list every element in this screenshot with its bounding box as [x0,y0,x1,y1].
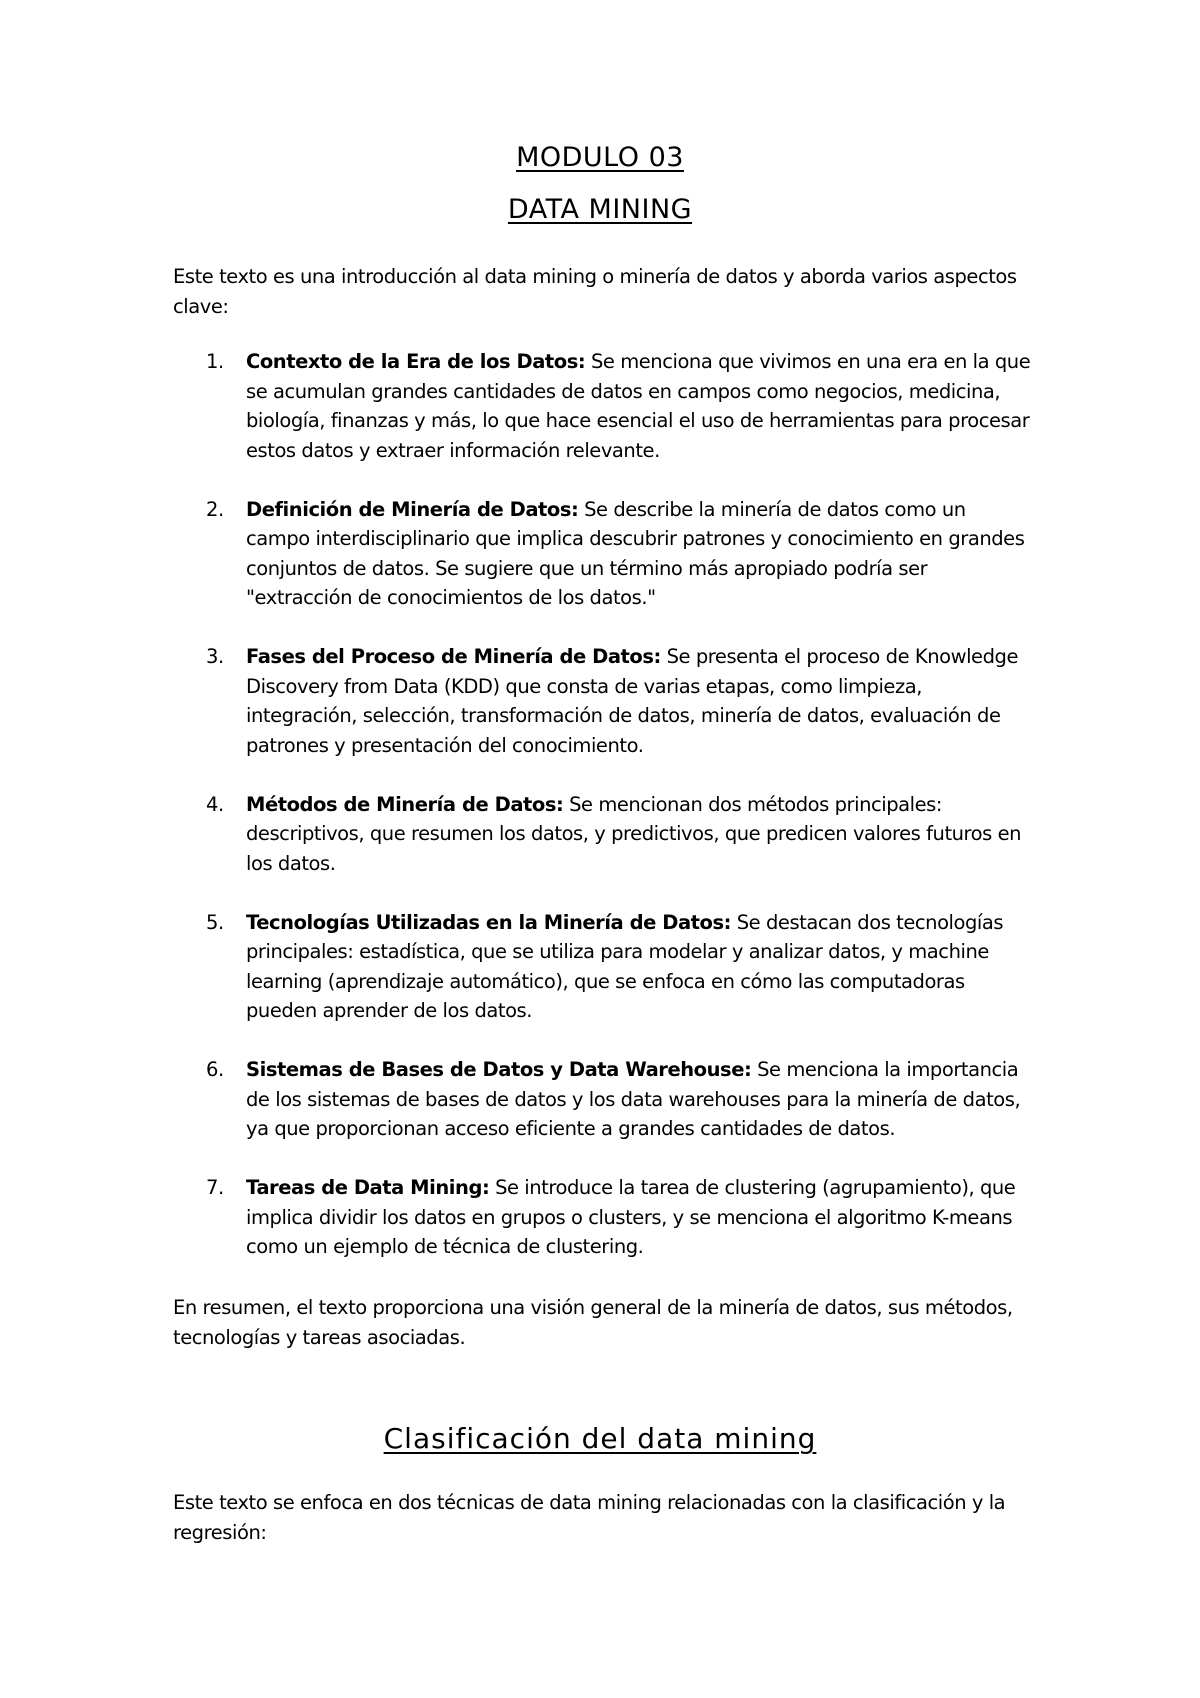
intro-paragraph: Este texto es una introducción al data mining o minería de datos y aborda varios aspectos clave: [173,265,1017,318]
list-item [173,1173,1033,1262]
list-item-text: Se menciona que vivimos en una era en la que se acumulan grandes cantidades de datos en campos como negocios, medicina, biología, finanzas y más, lo que hace esencial el uso de herramientas para procesar estos datos y extraer información relevante. [246,350,1031,462]
list-item-text: Se presenta el proceso de Knowledge Discovery from Data (KDD) que consta de varias etapas, como limpieza, integración, selección, transformación de datos, minería de datos, evaluación de patrones y presentación del conocimiento. [246,645,1019,757]
list-item-term: Contexto de la Era de los Datos: [246,350,586,373]
list-item-number: 6. [206,1058,224,1081]
list-item-number: 5. [206,910,224,934]
list-item-number: 1. [206,350,224,373]
section-intro-paragraph: Este texto se enfoca en dos técnicas de data mining relacionadas con la clasificación y la regresión: [173,1491,1006,1544]
module-title: MODULO 03 [516,142,684,173]
list-item-number: 4. [206,792,224,816]
list-item-text: Se introduce la tarea de clustering (agrupamiento), que implica dividir los datos en grupos o clusters, y se menciona el algoritmo K-means como un ejemplo de técnica de clustering. [246,1176,1016,1258]
list-item-term: Tecnologías Utilizadas en la Minería de Datos: [246,910,731,934]
document-subtitle: DATA MINING [507,194,693,225]
list-item-number: 2. [206,497,224,521]
list-item-text: Se describe la minería de datos como un campo interdisciplinario que implica descubrir patrones y conocimiento en grandes conjuntos de datos. Se sugiere que un término más apropiado podría ser "extracción de conocimientos de los datos." [246,497,1025,609]
list-item-number: 7. [206,1176,224,1199]
list-item-text: Se mencionan dos métodos principales: descriptivos, que resumen los datos, y predictivos, que predicen valores futuros en los datos. [246,792,1022,875]
summary-paragraph: En resumen, el texto proporciona una visión general de la minería de datos, sus métodos, tecnologías y tareas asociadas. [173,1296,1013,1349]
list-item-term: Fases del Proceso de Minería de Datos: [246,645,661,668]
list-item-term: Sistemas de Bases de Datos y Data Warehouse: [246,1058,752,1081]
list-item [173,642,1033,760]
list-item [173,908,1033,1026]
list-item-text: Se menciona la importancia de los sistemas de bases de datos y los data warehouses para la minería de datos, ya que proporcionan acceso eficiente a grandes cantidades de datos. [246,1058,1021,1140]
list-item-term: Tareas de Data Mining: [246,1176,490,1199]
list-item-number: 3. [206,645,224,668]
list-item [173,347,1033,465]
list-item [173,495,1033,613]
section-heading: Clasificación del data mining [383,1422,817,1455]
list-item-term: Definición de Minería de Datos: [246,497,579,521]
list-item-text: Se destacan dos tecnologías principales: estadística, que se utiliza para modelar y analizar datos, y machine learning (aprendizaje automático), que se enfoca en cómo las computadoras pueden aprender de los datos. [246,910,1004,1022]
list-item [173,1055,1033,1144]
key-aspects-list [173,347,1033,1291]
list-item-term: Métodos de Minería de Datos: [246,792,564,816]
list-item [173,790,1033,879]
